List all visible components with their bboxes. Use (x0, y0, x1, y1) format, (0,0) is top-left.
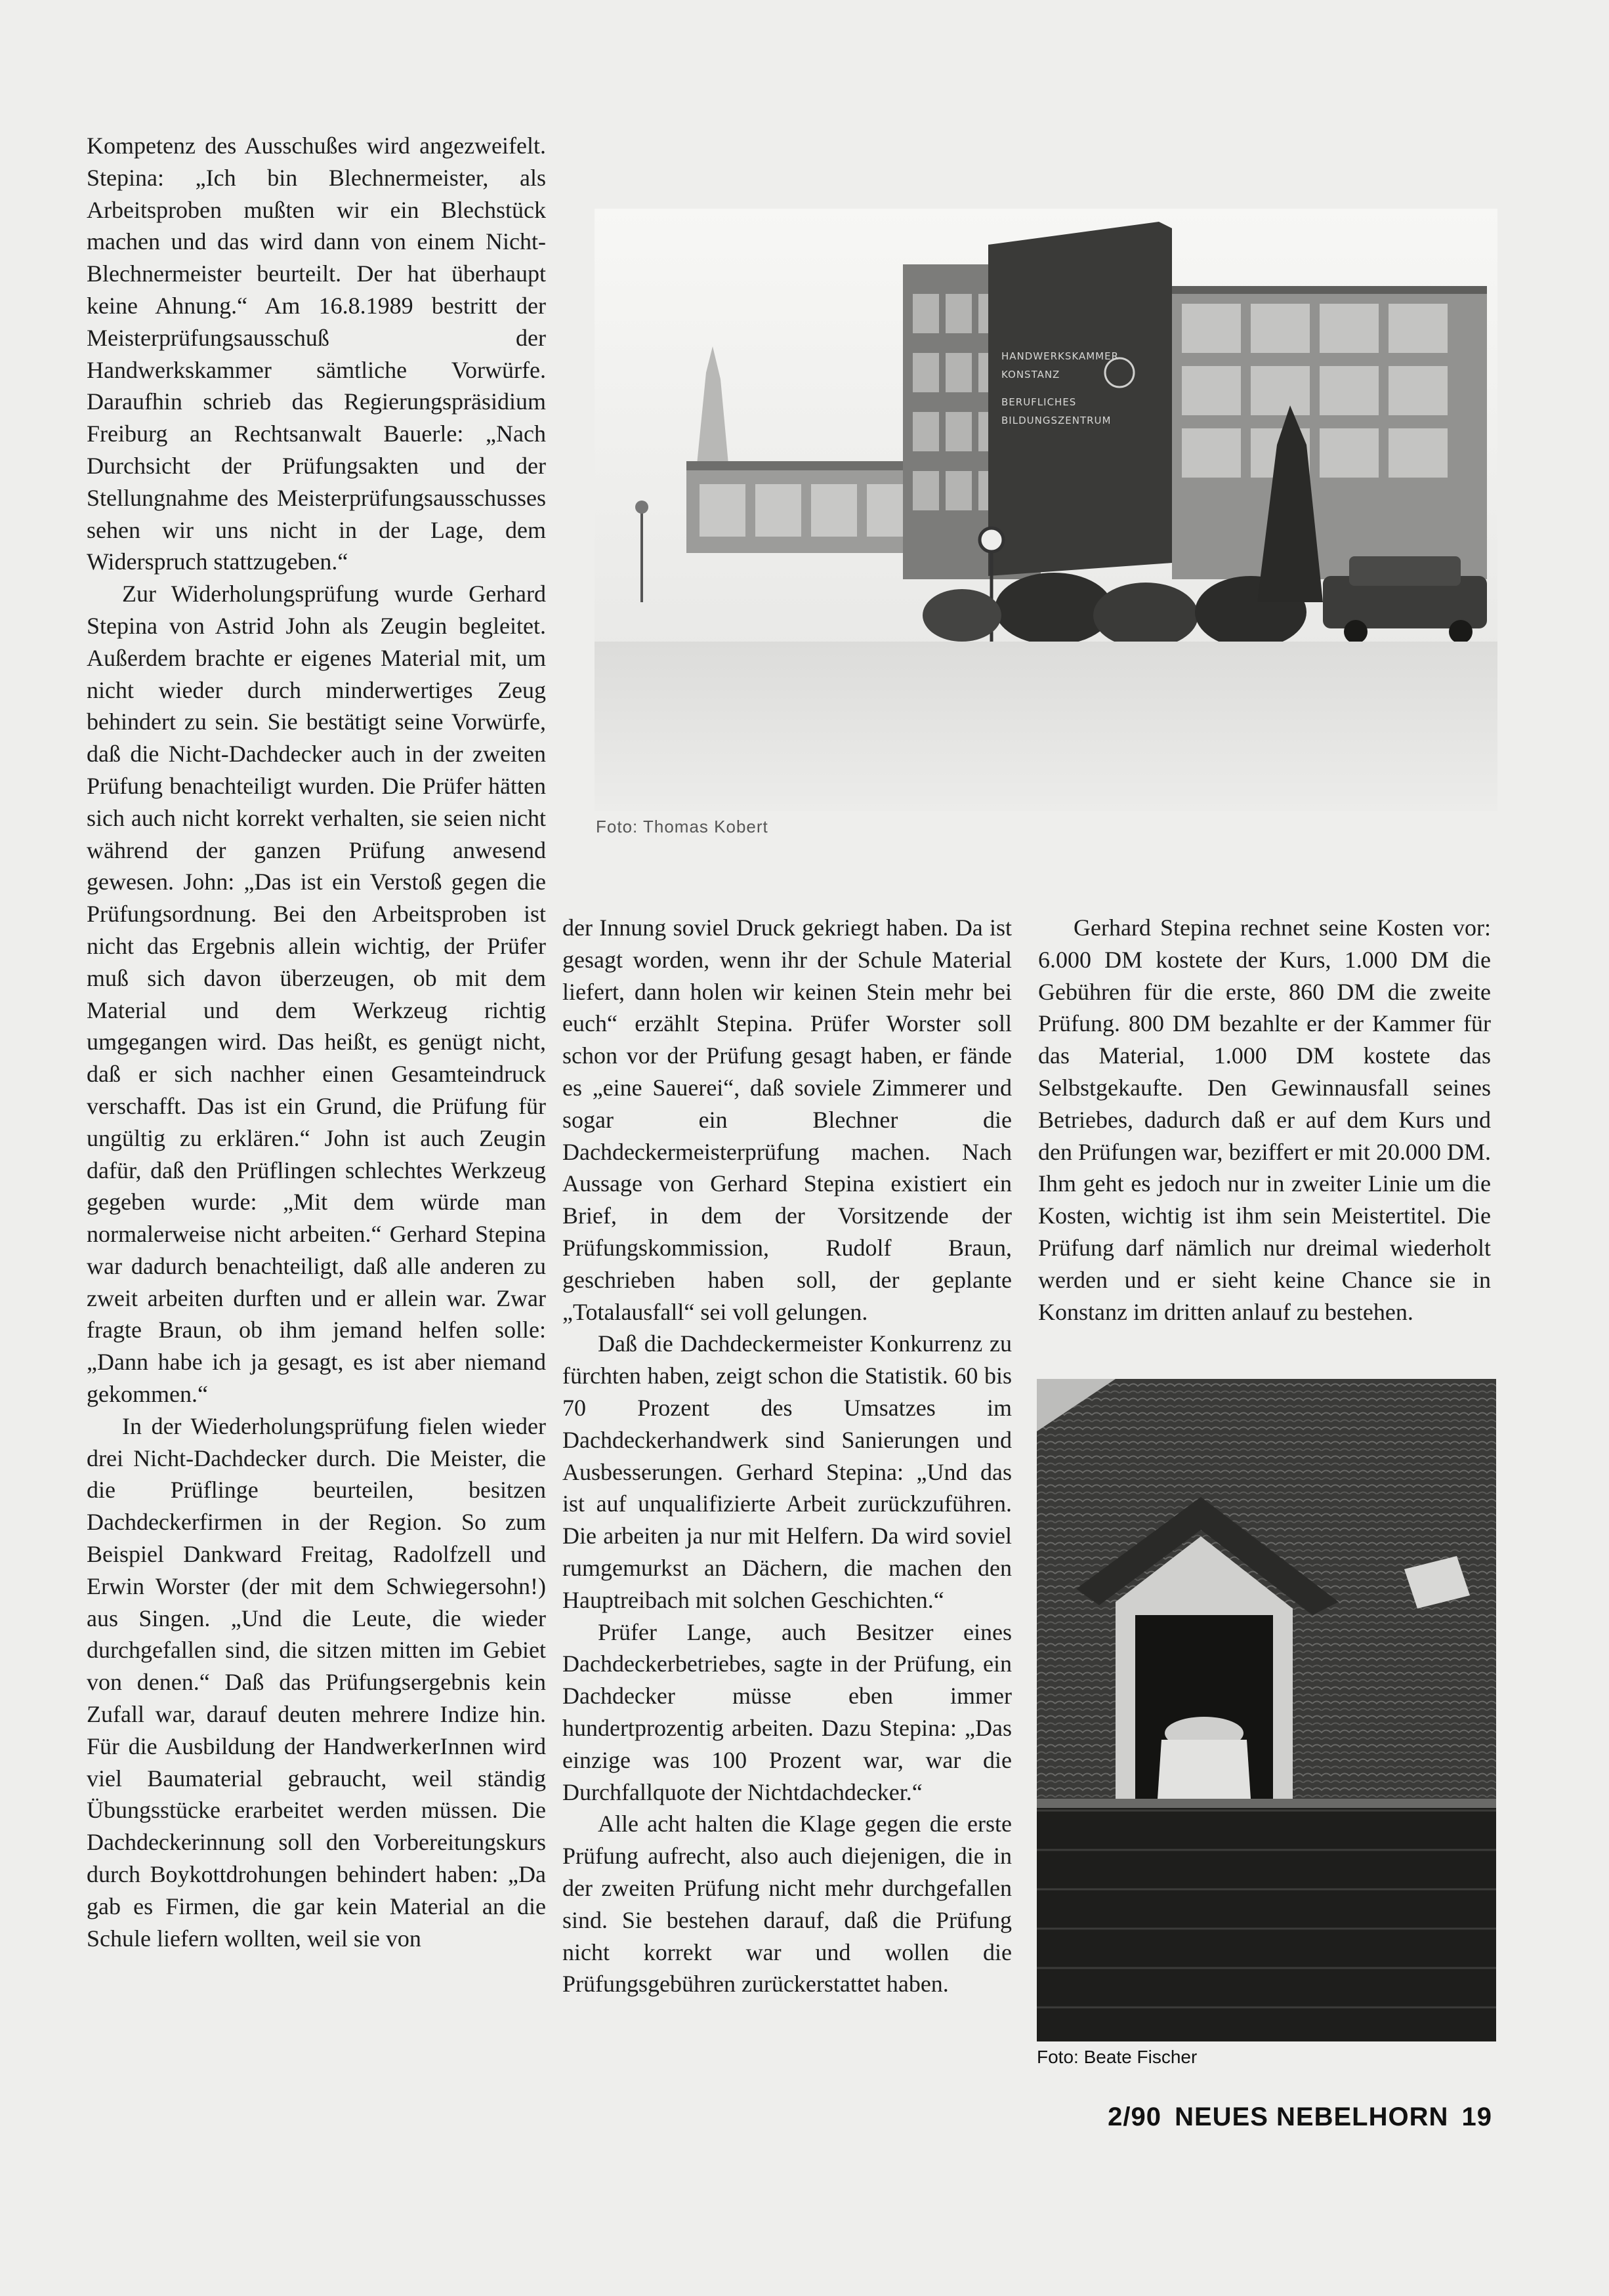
sign-line: KONSTANZ (1001, 369, 1060, 380)
sign-line: BERUFLICHES (1001, 396, 1077, 408)
paragraph: Kompetenz des Ausschußes wird angezweifelt. Stepina: „Ich bin Blechnermeister, als Arbeitsproben mußten wir ein Blechstück machen und das wird dann von einem Nicht-Blechnermeister beurteilt. Der hat überhaupt keine Ahnung.“ Am 16.8.1989 bestritt der Meisterprüfungsausschuß der Handwerkskammer sämtliche Vorwürfe. Daraufhin schrieb das Regierungspräsidium Freiburg an Rechtsanwalt Bauerle: „Nach Durchsicht der Prüfungsakten und der Stellungnahme des Meisterprüfungsausschusses sehen wir uns nicht in der Lage, dem Widerspruch stattzugeben.“ (87, 133, 546, 575)
paragraph: Zur Widerholungsprüfung wurde Gerhard Stepina von Astrid John als Zeugin begleitet. Außerdem brachte er eigenes Material mit, um nicht wieder durch minderwertiges Zeug behindert zu sein. Sie bestätigt seine Vorwürfe, daß die Nicht-Dachdecker auch in der zweiten Prüfung benachteiligt wurden. Die Prüfer hätten sich auch nicht korrekt verhalten, sie seien nicht während der ganzen Prüfung anwesend gewesen. John: „Das ist ein Verstoß gegen die Prüfungsordnung. Bei den Arbeitsproben ist nicht das Ergebnis allein wichtig, der Prüfer muß sich davon überzeugen, ob mit dem Material und dem Werkzeug richtig umgegangen wird. Das heißt, es genügt nicht, daß er sich nachher einen Gesamteindruck verschafft. Das ist ein Grund, die Prüfung für ungültig zu erklären.“ John ist auch Zeugin dafür, daß den Prüflingen schlechtes Werkzeug gegeben wurde: „Mit dem würde man normalerweise nicht arbeiten.“ Gerhard Stepina war dadurch benachteiligt, daß alle anderen zu zweit arbeiten durften und er allein war. Zwar fragte Braun, ob ihm jemand helfen solle: „Dann habe ich ja gesagt, es ist aber niemand gekommen.“ (87, 581, 546, 1408)
paragraph: Prüfer Lange, auch Besitzer eines Dachdeckerbetriebes, sagte in der Prüfung, ein Dachdecker müsse eben immer hundertprozentig arbeiten. Dazu Stepina: „Das einzige was 100 Prozent war, war die Durchfallquote der Nichtdachdecker.“ (562, 1618, 1012, 1805)
article-column-1 (87, 130, 546, 1954)
page-footer (1102, 2102, 1492, 2132)
building-photo (595, 209, 1497, 811)
roof-photo (1037, 1379, 1496, 2041)
paragraph: In der Wiederholungsprüfung fielen wieder drei Nicht-Dachdecker durch. Die Meister, die die Prüflinge beurteilen, besitzen Dachdeckerfirmen in der Region. So zum Beispiel Dankward Freitag, Radolfzell und Erwin Worster (der mit dem Schwiegersohn!) aus Singen. „Und die Leute, die wieder durchgefallen sind, die sitzen mitten im Gebiet von denen.“ Daß das Prüfungsergebnis kein Zufall war, darauf deuten mehrere Indize hin. Für die Ausbildung der HandwerkerInnen wird viel Baumaterial gebraucht, weil ständig Übungsstücke erarbeitet werden müssen. Die Dachdeckerinnung soll den Vorbereitungskurs durch Boykottdrohungen behindert haben: „Da gab es Firmen, die gar kein Material an die Schule liefern wollten, weil sie von (87, 1412, 546, 1952)
paragraph: Gerhard Stepina rechnet seine Kosten vor: 6.000 DM kostete der Kurs, 1.000 DM die Gebühren für die erste, 860 DM die zweite Prüfung. 800 DM bezahlte er der Kammer für das Material, 1.000 DM kostete das Selbstgekaufte. Den Gewinnausfall seines Betriebes, dadurch daß er auf dem Kurs und den Prüfungen war, beziffert er mit 20.000 DM. Ihm geht es jedoch nur in zweiter Linie um die Kosten, wichtig ist ihm sein Meistertitel. Die Prüfung darf nämlich nur dreimal wiederholt werden und er sieht keine Chance sie in Konstanz im dritten anlauf zu bestehen. (1038, 914, 1491, 1325)
paragraph: der Innung soviel Druck gekriegt haben. Da ist gesagt worden, wenn ihr der Schule Material liefert, dann holen wir keinen Stein mehr bei euch“ erzählt Stepina. Prüfer Worster soll schon vor der Prüfung gesagt haben, er fände es „eine Sauerei“, daß soviele Zimmerer und sogar ein Blechner die Dachdeckermeisterprüfung machen. Nach Aussage von Gerhard Stepina existiert ein Brief, in dem der Vorsitzende der Prüfungskommission, Rudolf Braun, geschrieben haben soll, der geplante „Totalausfall“ sei voll gelungen. (562, 914, 1012, 1325)
magazine-title: NEUES NEBELHORN (1175, 2102, 1449, 2131)
paragraph: Daß die Dachdeckermeister Konkurrenz zu fürchten haben, zeigt schon die Statistik. 60 bis 70 Prozent des Umsatzes im Dachdeckerhandwerk sind Sanierungen und Ausbesserungen. Gerhard Stepina: „Und das ist auf unqualifizierte Arbeit zurückzuführen. Die arbeiten ja nur mit Helfern. Da wird soviel rumgemurkst an Dächern, die machen den Hauptreibach mit solchen Geschichten.“ (562, 1330, 1012, 1613)
page-number: 19 (1461, 2102, 1492, 2131)
issue-number: 2/90 (1108, 2102, 1161, 2131)
sign-line: BILDUNGSZENTRUM (1001, 415, 1112, 426)
paragraph: Alle acht halten die Klage gegen die erste Prüfung aufrecht, also auch diejenigen, die in der zweiten Prüfung nicht mehr durchgefallen sind. Sie bestehen darauf, daß die Prüfung nicht korrekt war und wollen die Prüfungsgebühren zurückerstattet haben. (562, 1811, 1012, 1998)
sign-line: HANDWERKSKAMMER (1001, 350, 1119, 362)
photo-caption: Foto: Thomas Kobert (596, 817, 768, 836)
photo-caption: Foto: Beate Fischer (1037, 2047, 1198, 2067)
article-column-2 (562, 912, 1012, 2000)
article-column-3 (1038, 912, 1491, 1328)
